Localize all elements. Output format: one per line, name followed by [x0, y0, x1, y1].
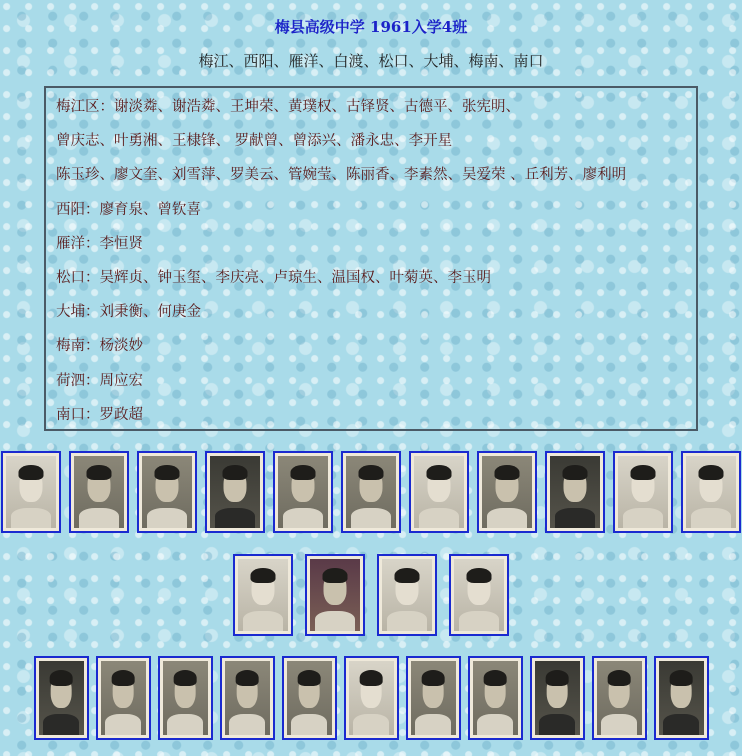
- student-photo[interactable]: [545, 451, 605, 533]
- portrait-face: [468, 572, 491, 605]
- student-photo[interactable]: [137, 451, 197, 533]
- roster-line: 大埔：刘秉衡、何庚金: [56, 304, 201, 321]
- portrait-image: [473, 661, 518, 735]
- portrait-face: [547, 674, 568, 708]
- portrait-image: [6, 456, 56, 528]
- portrait-image: [550, 456, 600, 528]
- portrait-image: [597, 661, 642, 735]
- portrait-image: [659, 661, 704, 735]
- portrait-face: [299, 674, 320, 708]
- portrait-face: [609, 674, 630, 708]
- portrait-shoulders: [11, 508, 51, 528]
- student-photo[interactable]: [449, 554, 509, 636]
- portrait-image: [310, 559, 360, 631]
- student-photo[interactable]: [96, 656, 151, 740]
- portrait-face: [564, 469, 587, 502]
- portrait-shoulders: [147, 508, 187, 528]
- portrait-shoulders: [105, 714, 141, 735]
- portrait-face: [51, 674, 72, 708]
- portrait-shoulders: [351, 508, 391, 528]
- roster-line: 荷泗：周应宏: [56, 372, 143, 389]
- portrait-image: [414, 456, 464, 528]
- region-list: 梅江、西阳、雁洋、白渡、松口、大埔、梅南、南口: [198, 52, 544, 70]
- portrait-image: [238, 559, 288, 631]
- portrait-face: [237, 674, 258, 708]
- portrait-image: [163, 661, 208, 735]
- portrait-image: [686, 456, 736, 528]
- portrait-image: [39, 661, 84, 735]
- portrait-face: [252, 572, 275, 605]
- portrait-shoulders: [353, 714, 389, 735]
- portrait-shoulders: [283, 508, 323, 528]
- portrait-face: [396, 572, 419, 605]
- portrait-image: [278, 456, 328, 528]
- portrait-face: [175, 674, 196, 708]
- portrait-image: [287, 661, 332, 735]
- student-photo[interactable]: [654, 656, 709, 740]
- student-photo[interactable]: [592, 656, 647, 740]
- portrait-image: [349, 661, 394, 735]
- portrait-image: [454, 559, 504, 631]
- student-photo[interactable]: [409, 451, 469, 533]
- portrait-shoulders: [79, 508, 119, 528]
- student-photo[interactable]: [477, 451, 537, 533]
- student-photo[interactable]: [220, 656, 275, 740]
- student-photo[interactable]: [158, 656, 213, 740]
- portrait-shoulders: [555, 508, 595, 528]
- student-photo[interactable]: [34, 656, 89, 740]
- roster-line: 雁洋：李恒贤: [56, 235, 143, 252]
- portrait-face: [88, 469, 111, 502]
- student-photo[interactable]: [305, 554, 365, 636]
- portrait-shoulders: [43, 714, 79, 735]
- photo-row-3: [0, 656, 742, 740]
- roster-line: 曾庆志、叶勇湘、王棣锋、 罗献曾、曾添兴、潘永忠、李开星: [56, 133, 453, 150]
- photo-row-2: [0, 554, 742, 636]
- portrait-image: [382, 559, 432, 631]
- portrait-shoulders: [229, 714, 265, 735]
- portrait-face: [324, 572, 347, 605]
- student-photo[interactable]: [681, 451, 741, 533]
- portrait-face: [292, 469, 315, 502]
- portrait-face: [485, 674, 506, 708]
- portrait-image: [101, 661, 146, 735]
- portrait-face: [632, 469, 655, 502]
- portrait-shoulders: [601, 714, 637, 735]
- portrait-face: [428, 469, 451, 502]
- student-photo[interactable]: [468, 656, 523, 740]
- portrait-face: [224, 469, 247, 502]
- portrait-shoulders: [387, 611, 427, 631]
- portrait-shoulders: [243, 611, 283, 631]
- portrait-face: [361, 674, 382, 708]
- student-photo[interactable]: [341, 451, 401, 533]
- portrait-shoulders: [459, 611, 499, 631]
- portrait-shoulders: [215, 508, 255, 528]
- student-photo[interactable]: [282, 656, 337, 740]
- portrait-image: [210, 456, 260, 528]
- student-photo[interactable]: [377, 554, 437, 636]
- portrait-shoulders: [663, 714, 699, 735]
- portrait-face: [700, 469, 723, 502]
- portrait-image: [346, 456, 396, 528]
- roster-line: 松口：吴辉贞、钟玉玺、李庆亮、卢琼生、温国权、叶菊英、李玉明: [56, 269, 491, 286]
- student-photo[interactable]: [205, 451, 265, 533]
- portrait-shoulders: [623, 508, 663, 528]
- portrait-image: [535, 661, 580, 735]
- student-photo[interactable]: [69, 451, 129, 533]
- roster-line: 西阳：廖育泉、曾钦喜: [56, 201, 201, 218]
- portrait-face: [20, 469, 43, 502]
- portrait-shoulders: [539, 714, 575, 735]
- portrait-image: [225, 661, 270, 735]
- portrait-face: [423, 674, 444, 708]
- portrait-shoulders: [291, 714, 327, 735]
- student-photo[interactable]: [233, 554, 293, 636]
- page-title: 梅县高级中学 1961入学4班: [274, 18, 468, 36]
- student-photo[interactable]: [273, 451, 333, 533]
- portrait-image: [74, 456, 124, 528]
- portrait-shoulders: [315, 611, 355, 631]
- portrait-face: [671, 674, 692, 708]
- portrait-image: [482, 456, 532, 528]
- roster-line: 南口：罗政超: [56, 406, 143, 423]
- portrait-face: [496, 469, 519, 502]
- portrait-shoulders: [487, 508, 527, 528]
- portrait-face: [360, 469, 383, 502]
- portrait-image: [411, 661, 456, 735]
- portrait-shoulders: [691, 508, 731, 528]
- portrait-face: [156, 469, 179, 502]
- portrait-image: [618, 456, 668, 528]
- portrait-shoulders: [415, 714, 451, 735]
- photo-row-1: [0, 451, 742, 533]
- portrait-face: [113, 674, 134, 708]
- student-photo[interactable]: [530, 656, 585, 740]
- roster-line: 陈玉珍、廖文奎、刘雪萍、罗美云、管婉莹、陈丽香、李素然、吴爱荣 、丘利芳、廖利明: [56, 167, 627, 184]
- student-photo[interactable]: [344, 656, 399, 740]
- roster-line: 梅南：杨淡妙: [56, 338, 143, 355]
- portrait-image: [142, 456, 192, 528]
- roster-line: 梅江区：谢淡粦、谢浩粦、王坤荣、黄璞权、古铎贤、古德平、张宪明、: [56, 99, 520, 115]
- student-photo[interactable]: [1, 451, 61, 533]
- portrait-shoulders: [477, 714, 513, 735]
- student-roster-box: [44, 86, 698, 431]
- student-photo[interactable]: [406, 656, 461, 740]
- portrait-shoulders: [419, 508, 459, 528]
- student-photo[interactable]: [613, 451, 673, 533]
- portrait-shoulders: [167, 714, 203, 735]
